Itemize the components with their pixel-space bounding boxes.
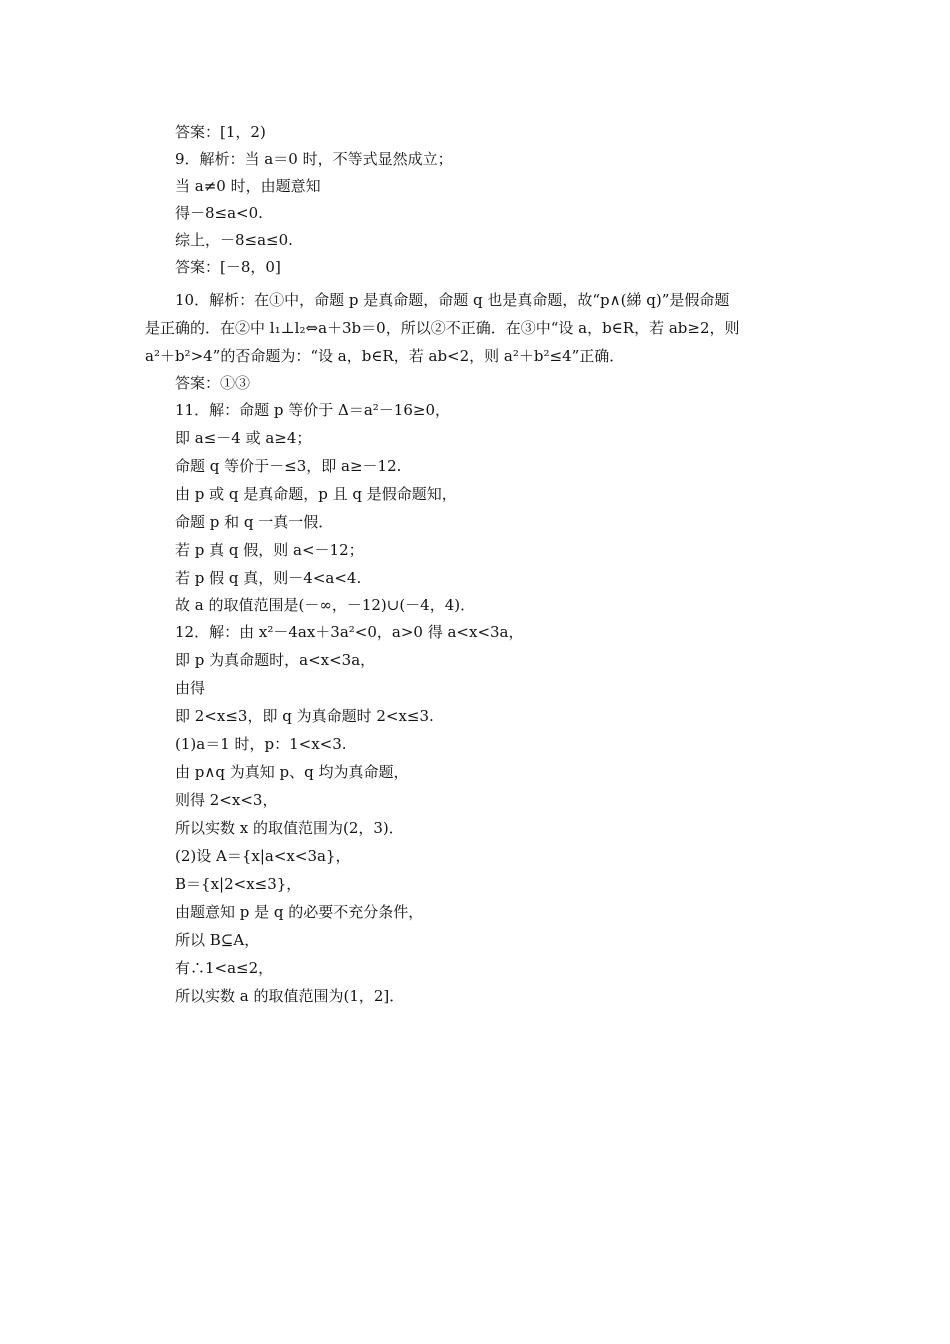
answer-8: 答案：[1，2): [175, 123, 266, 141]
problem-12-line: B＝{x|2<x≤3}，: [175, 875, 302, 893]
problem-12-part-2: (2)设 A＝{x|a<x<3a}，: [175, 847, 351, 865]
problem-11-conclusion: 故 a 的取值范围是(－∞，－12)∪(－4，4)．: [175, 596, 476, 614]
problem-12-conclusion: 所以实数 a 的取值范围为(1，2]．: [175, 987, 405, 1005]
problem-12-line: 即 p 为真命题时，a<x<3a，: [175, 651, 376, 669]
problem-12-line: 所以 B⊆A，: [175, 931, 260, 949]
problem-12-line: 由得: [175, 679, 206, 697]
problem-12-solution: 12．解：由 x²－4ax＋3a²<0，a>0 得 a<x<3a，: [175, 623, 524, 641]
problem-11-line: 命题 p 和 q 一真一假．: [175, 513, 334, 531]
answer-9: 答案：[－8，0]: [175, 258, 281, 276]
problem-10-line: 是正确的．在②中 l₁⊥l₂⇔a＋3b＝0，所以②不正确．在③中“设 a，b∈R，若 ab≥2，则: [145, 319, 740, 337]
problem-11-line: 若 p 真 q 假，则 a<－12；: [175, 541, 364, 559]
problem-12-line: 由题意知 p 是 q 的必要不充分条件，: [175, 903, 424, 921]
problem-9-line: 得－8≤a<0.: [175, 204, 263, 222]
answer-10: 答案：①③: [175, 374, 251, 392]
problem-11-line: 若 p 假 q 真，则－4<a<4.: [175, 569, 362, 587]
problem-12-line: 则得 2<x<3，: [175, 791, 278, 809]
problem-10-analysis: 10．解析：在①中，命题 p 是真命题，命题 q 也是真命题，故“p∧(綈 q)”是假命题: [175, 291, 730, 309]
problem-9-line: 当 a≠0 时，由题意知: [175, 177, 321, 195]
problem-11-solution: 11．解：命题 p 等价于 Δ＝a²－16≥0，: [175, 401, 450, 419]
problem-12-line: 由 p∧q 为真知 p、q 均为真命题，: [175, 763, 409, 781]
problem-10-line: a²＋b²>4”的否命题为：“设 a，b∈R，若 ab<2，则 a²＋b²≤4”正确．: [145, 347, 625, 365]
problem-12-line: 所以实数 x 的取值范围为(2，3)．: [175, 819, 404, 837]
problem-12-line: 即 2<x≤3，即 q 为真命题时 2<x≤3.: [175, 707, 434, 725]
problem-9-line: 综上，－8≤a≤0.: [175, 231, 293, 249]
problem-11-line: 由 p 或 q 是真命题，p 且 q 是假命题知，: [175, 485, 457, 503]
problem-9-analysis: 9．解析：当 a＝0 时，不等式显然成立；: [175, 150, 453, 168]
problem-11-line: 即 a≤－4 或 a≥4；: [175, 429, 312, 447]
problem-12-line: 有∴1<a≤2，: [175, 959, 274, 977]
problem-11-line: 命题 q 等价于－≤3，即 a≥－12.: [175, 457, 402, 475]
problem-12-part-1: (1)a＝1 时，p：1<x<3.: [175, 735, 347, 753]
